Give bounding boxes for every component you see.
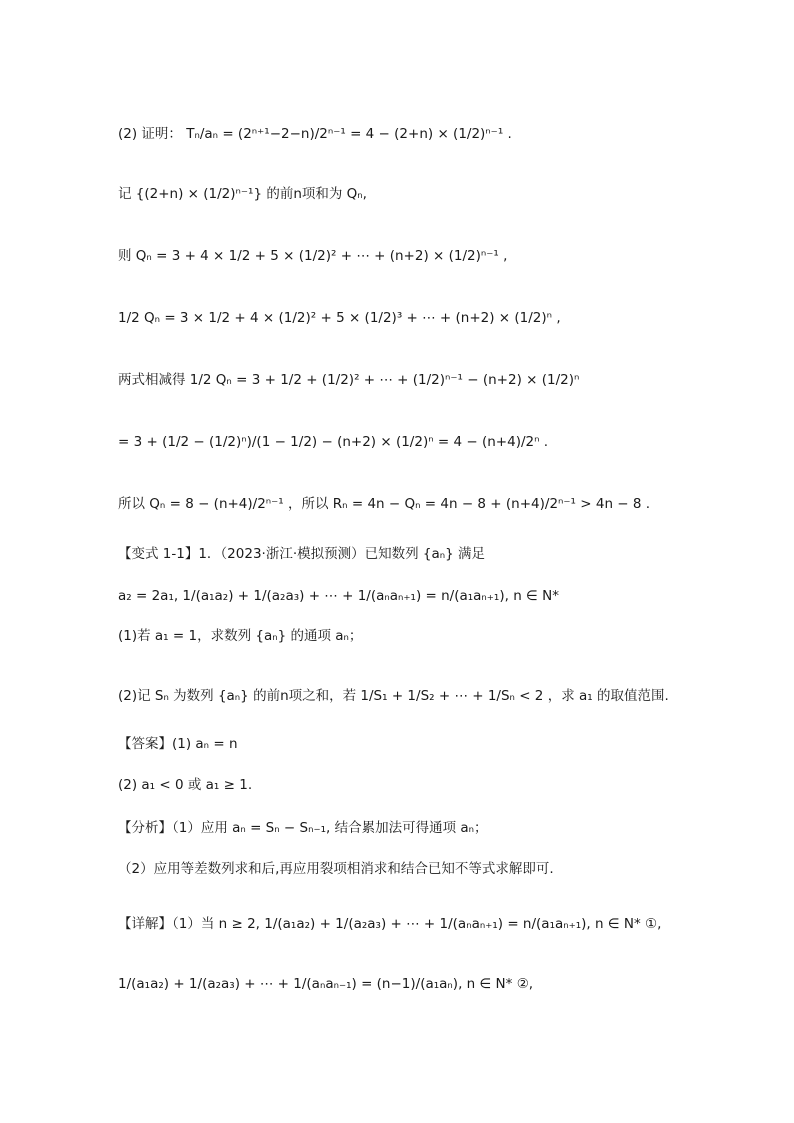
line-text: 1/(a₁a₂) + 1/(a₂a₃) + ⋯ + 1/(aₙaₙ₋₁) = (n−1)/(a₁aₙ), n ∈ N* ②, — [118, 976, 534, 992]
proof-line-2 — [118, 188, 367, 202]
proof-line-4 — [118, 312, 561, 326]
line-text: 1/2 Qₙ = 3 × 1/2 + 4 × (1/2)² + 5 × (1/2)³ + ⋯ + (n+2) × (1/2)ⁿ , — [118, 310, 561, 326]
line-text: (2) a₁ < 0 或 a₁ ≥ 1. — [118, 777, 253, 793]
proof-line-7 — [118, 498, 650, 512]
line-text: (2)记 Sₙ 为数列 {aₙ} 的前n项之和，若 1/S₁ + 1/S₂ + ⋯ + 1/Sₙ < 2 ，求 a₁ 的取值范围. — [118, 688, 669, 704]
line-text: a₂ = 2a₁, 1/(a₁a₂) + 1/(a₂a₃) + ⋯ + 1/(aₙaₙ₊₁) = n/(a₁aₙ₊₁), n ∈ N* — [118, 588, 559, 604]
line-text: 【分析】（1）应用 aₙ = Sₙ − Sₙ₋₁, 结合累加法可得通项 aₙ； — [118, 820, 488, 836]
proof-line-6 — [118, 436, 548, 450]
variant-condition — [118, 590, 559, 604]
line-text: 记 {(2+n) × (1/2)ⁿ⁻¹} 的前n项和为 Qₙ, — [118, 186, 367, 202]
analysis-2 — [118, 863, 554, 877]
question-2 — [118, 690, 669, 704]
line-text: 两式相减得 1/2 Qₙ = 3 + 1/2 + (1/2)² + ⋯ + (1/2)ⁿ⁻¹ − (n+2) × (1/2)ⁿ — [118, 372, 580, 388]
question-1 — [118, 630, 362, 644]
line-text: 则 Qₙ = 3 + 4 × 1/2 + 5 × (1/2)² + ⋯ + (n+2) × (1/2)ⁿ⁻¹ , — [118, 248, 508, 264]
line-text: (2) 证明： Tₙ/aₙ = (2ⁿ⁺¹−2−n)/2ⁿ⁻¹ = 4 − (2+n) × (1/2)ⁿ⁻¹ . — [118, 126, 512, 142]
analysis-1 — [118, 822, 488, 836]
detail-1 — [118, 918, 661, 932]
proof-line-5 — [118, 374, 579, 388]
line-text: 所以 Qₙ = 8 − (n+4)/2ⁿ⁻¹ ，所以 Rₙ = 4n − Qₙ = 4n − 8 + (n+4)/2ⁿ⁻¹ > 4n − 8 . — [118, 496, 651, 512]
line-text: 【答案】(1) aₙ = n — [118, 736, 238, 752]
answer-1 — [118, 738, 238, 752]
proof-line-3 — [118, 250, 507, 264]
proof-line-1 — [118, 128, 512, 142]
line-text: （2）应用等差数列求和后,再应用裂项相消求和结合已知不等式求解即可. — [118, 861, 554, 877]
line-text: = 3 + (1/2 − (1/2)ⁿ)/(1 − 1/2) − (n+2) × (1/2)ⁿ = 4 − (n+4)/2ⁿ . — [118, 434, 549, 450]
variant-heading — [118, 548, 485, 562]
line-text: 【变式 1-1】1．（2023·浙江·模拟预测）已知数列 {aₙ} 满足 — [118, 546, 486, 562]
line-text: 【详解】（1）当 n ≥ 2, 1/(a₁a₂) + 1/(a₂a₃) + ⋯ + 1/(aₙaₙ₊₁) = n/(a₁aₙ₊₁), n ∈ N* ①, — [118, 916, 662, 932]
detail-2 — [118, 978, 533, 992]
answer-2 — [118, 779, 252, 793]
line-text: (1)若 a₁ = 1，求数列 {aₙ} 的通项 aₙ； — [118, 628, 363, 644]
